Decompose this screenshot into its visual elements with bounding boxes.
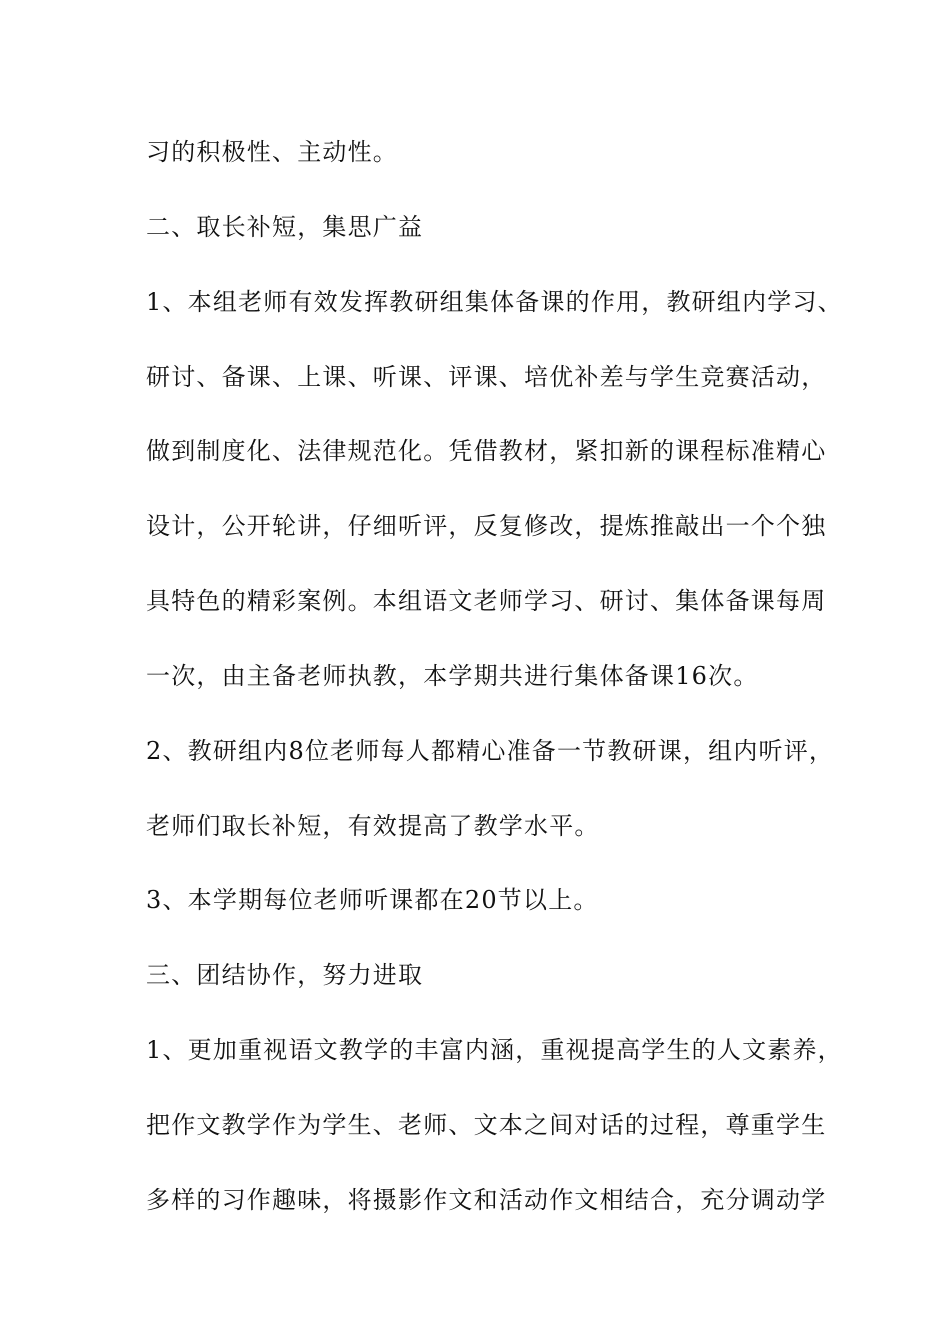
text-line: 老师们取长补短，有效提高了教学水平。 — [146, 812, 600, 840]
text-line: 3、本学期每位老师听课都在20节以上。 — [146, 886, 599, 914]
text-line: 1、本组老师有效发挥教研组集体备课的作用，教研组内学习、 — [146, 288, 843, 316]
section-heading: 二、取长补短，集思广益 — [146, 213, 424, 241]
text-line: 具特色的精彩案例。本组语文老师学习、研讨、集体备课每周 — [146, 587, 827, 615]
text-line: 研讨、备课、上课、听课、评课、培优补差与学生竞赛活动， — [146, 363, 827, 391]
text-line: 1、更加重视语文教学的丰富内涵，重视提高学生的人文素养， — [146, 1036, 843, 1064]
text-line: 一次，由主备老师执教，本学期共进行集体备课16次。 — [146, 662, 759, 690]
text-line: 多样的习作趣味，将摄影作文和活动作文相结合，充分调动学 — [146, 1186, 827, 1214]
text-line: 习的积极性、主动性。 — [146, 138, 398, 166]
text-line: 2、教研组内8位老师每人都精心准备一节教研课，组内听评， — [146, 737, 835, 765]
text-line: 设计，公开轮讲，仔细听评，反复修改，提炼推敲出一个个独 — [146, 512, 827, 540]
text-line: 把作文教学作为学生、老师、文本之间对话的过程，尊重学生 — [146, 1111, 827, 1139]
section-heading: 三、团结协作，努力进取 — [146, 961, 424, 989]
text-line: 做到制度化、法律规范化。凭借教材，紧扣新的课程标准精心 — [146, 437, 827, 465]
